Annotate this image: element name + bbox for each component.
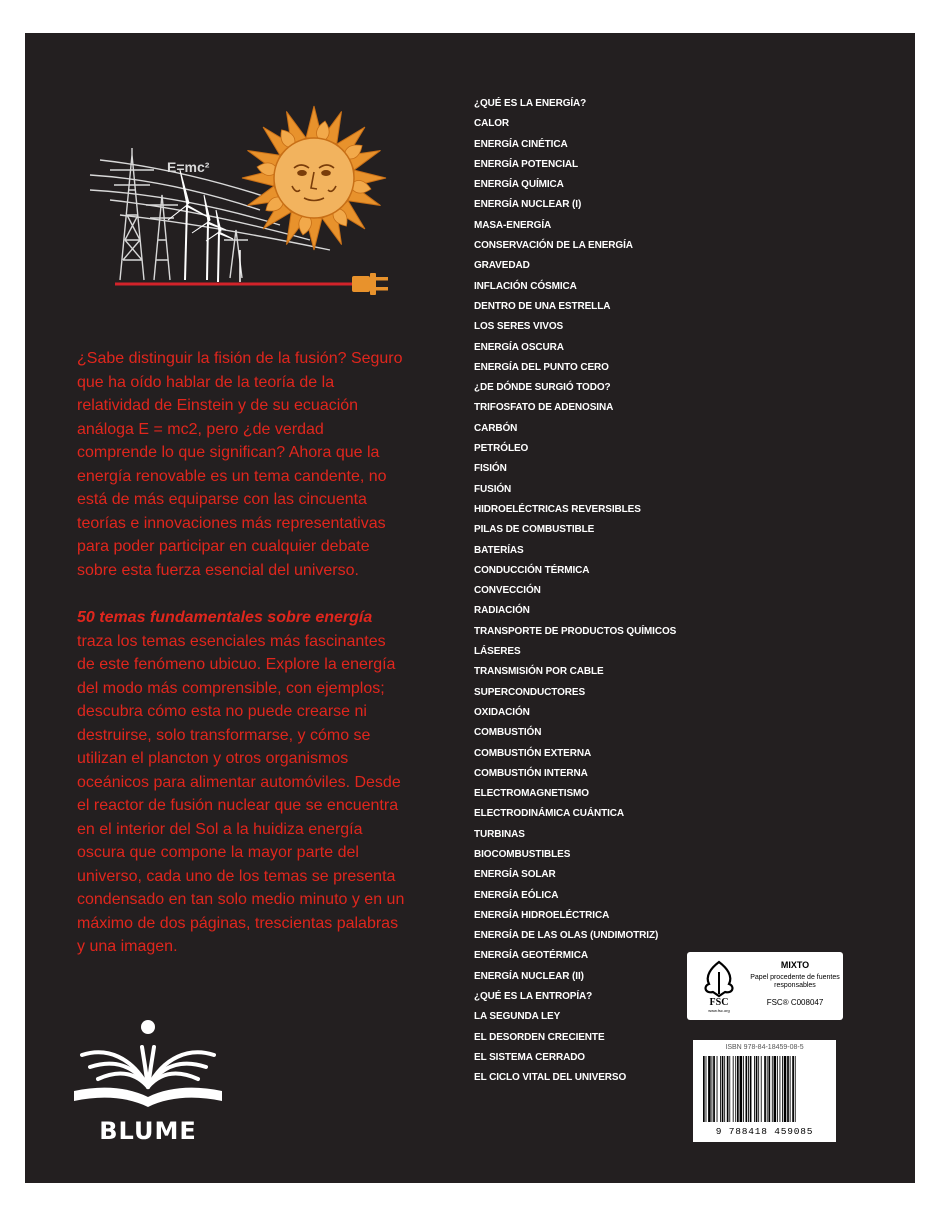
- topic-item: EL SISTEMA CERRADO: [474, 1051, 585, 1063]
- topics-list: [474, 94, 676, 1089]
- fsc-subtitle: Papel procedente de fuentes responsables: [750, 974, 840, 989]
- topic-item: ENERGÍA EÓLICA: [474, 889, 559, 901]
- isbn-label: ISBN 978-84-18459-08-5: [725, 1044, 804, 1051]
- topic-item: ENERGÍA GEOTÉRMICA: [474, 950, 588, 962]
- topic-item: SUPERCONDUCTORES: [474, 686, 586, 698]
- topic-item: CALOR: [474, 118, 510, 130]
- topic-item: ENERGÍA NUCLEAR (I): [474, 199, 582, 211]
- fsc-title: MIXTO: [780, 960, 810, 970]
- book-title-highlight: 50 temas fundamentales sobre energía: [77, 609, 373, 626]
- topic-item: CONDUCCIÓN TÉRMICA: [474, 564, 590, 576]
- topic-item: ENERGÍA QUÍMICA: [474, 179, 564, 191]
- fsc-tree-icon: [695, 958, 743, 1014]
- topic-item: LÁSERES: [474, 646, 521, 658]
- topic-item: CARBÓN: [474, 422, 518, 434]
- plug-icon: [352, 273, 388, 295]
- fsc-url: www.fsc.org: [708, 1008, 730, 1013]
- topic-item: ¿QUÉ ES LA ENERGÍA?: [474, 98, 587, 109]
- topic-item: ENERGÍA DE LAS OLAS (UNDIMOTRIZ): [474, 930, 659, 942]
- topic-item: PILAS DE COMBUSTIBLE: [474, 524, 595, 536]
- topic-item: EL DESORDEN CRECIENTE: [474, 1031, 605, 1043]
- formula-label: E=mc²: [167, 159, 210, 175]
- topic-item: FISIÓN: [474, 463, 507, 475]
- topic-item: HIDROELÉCTRICAS REVERSIBLES: [474, 503, 641, 515]
- topic-item: LOS SERES VIVOS: [474, 321, 564, 333]
- description-body: traza los temas esenciales más fascinantes de este fenómeno ubicuo. Explore la energía del modo más comprensible, con ejemplos; descubra cómo esta no puede crearse ni destruirse, solo transformarse, y cómo se utilizan el plancton y otros organismos oceánicos para alimentar automóviles. Desde el reactor de fusión nuclear que se encuentra en el interior del Sol a la huidiza energía oscura que compone la mayor parte del universo, cada uno de los temas se presenta condensado en tan solo medio minuto y en un máximo de dos páginas, trescientas palabras y una imagen.: [77, 632, 405, 955]
- topic-item: TRANSMISIÓN POR CABLE: [474, 666, 604, 678]
- isbn-barcode: [693, 1040, 836, 1142]
- topic-item: TRIFOSFATO DE ADENOSINA: [474, 402, 614, 414]
- book-description: [77, 347, 407, 983]
- topic-item: ENERGÍA OSCURA: [474, 341, 564, 353]
- topic-item: EL CICLO VITAL DEL UNIVERSO: [474, 1072, 627, 1084]
- topic-item: ENERGÍA DEL PUNTO CERO: [474, 361, 609, 373]
- topic-item: TURBINAS: [474, 828, 525, 840]
- topic-item: ENERGÍA SOLAR: [474, 869, 556, 881]
- description-paragraph: ¿Sabe distinguir la fisión de la fusión? Seguro que ha oído hablar de la teoría de la relatividad de Einstein y de su ecuación análoga E = mc2, pero ¿de verdad comprende lo que significan? Ahora que la energía renovable es un tema candente, no está de más equiparse con las cincuenta teorías e innovaciones más representativas para poder participar en cualquier debate sobre esta fuerza esencial del universo.: [77, 350, 403, 579]
- topic-item: MASA-ENERGÍA: [474, 219, 552, 231]
- topic-item: ENERGÍA CINÉTICA: [474, 138, 568, 150]
- barcode-bars: [701, 1056, 828, 1122]
- topic-item: ELECTROMAGNETISMO: [474, 788, 589, 800]
- publisher-logo: [72, 1017, 224, 1147]
- topic-item: OXIDACIÓN: [474, 706, 530, 718]
- publisher-name: BLUME: [99, 1117, 197, 1145]
- topic-item: RADIACIÓN: [474, 605, 530, 617]
- topic-item: ENERGÍA NUCLEAR (II): [474, 970, 584, 982]
- topic-item: ELECTRODINÁMICA CUÁNTICA: [474, 808, 624, 820]
- topic-item: ENERGÍA HIDROELÉCTRICA: [474, 909, 610, 921]
- fsc-logo-text: FSC: [709, 997, 729, 1008]
- topic-item: GRAVEDAD: [474, 260, 530, 272]
- topic-item: ENERGÍA POTENCIAL: [474, 158, 579, 170]
- topic-item: LA SEGUNDA LEY: [474, 1011, 561, 1023]
- topic-item: PETRÓLEO: [474, 443, 529, 455]
- topic-item: DENTRO DE UNA ESTRELLA: [474, 300, 611, 312]
- topic-item: CONVECCIÓN: [474, 585, 541, 597]
- ean-digits: 9 788418 459085: [715, 1126, 814, 1137]
- sun-face-icon: [242, 106, 386, 250]
- topic-item: COMBUSTIÓN INTERNA: [474, 767, 588, 779]
- topic-item: CONSERVACIÓN DE LA ENERGÍA: [474, 240, 633, 252]
- topic-item: COMBUSTIÓN EXTERNA: [474, 747, 592, 759]
- topic-item: INFLACIÓN CÓSMICA: [474, 280, 577, 292]
- topic-item: BIOCOMBUSTIBLES: [474, 848, 571, 860]
- topic-item: BATERÍAS: [474, 544, 524, 556]
- topic-item: ¿DE DÓNDE SURGIÓ TODO?: [474, 382, 611, 394]
- description-paragraph-2: [77, 606, 407, 959]
- topic-item: COMBUSTIÓN: [474, 727, 542, 739]
- fsc-certification: [687, 952, 843, 1020]
- open-book-icon: [72, 1017, 224, 1112]
- topic-item: ¿QUÉ ES LA ENTROPÍA?: [474, 991, 593, 1003]
- topic-item: FUSIÓN: [474, 483, 512, 495]
- energy-illustration: [80, 100, 410, 310]
- topic-item: TRANSPORTE DE PRODUCTOS QUÍMICOS: [474, 625, 677, 637]
- fsc-code: FSC® C008047: [766, 998, 824, 1007]
